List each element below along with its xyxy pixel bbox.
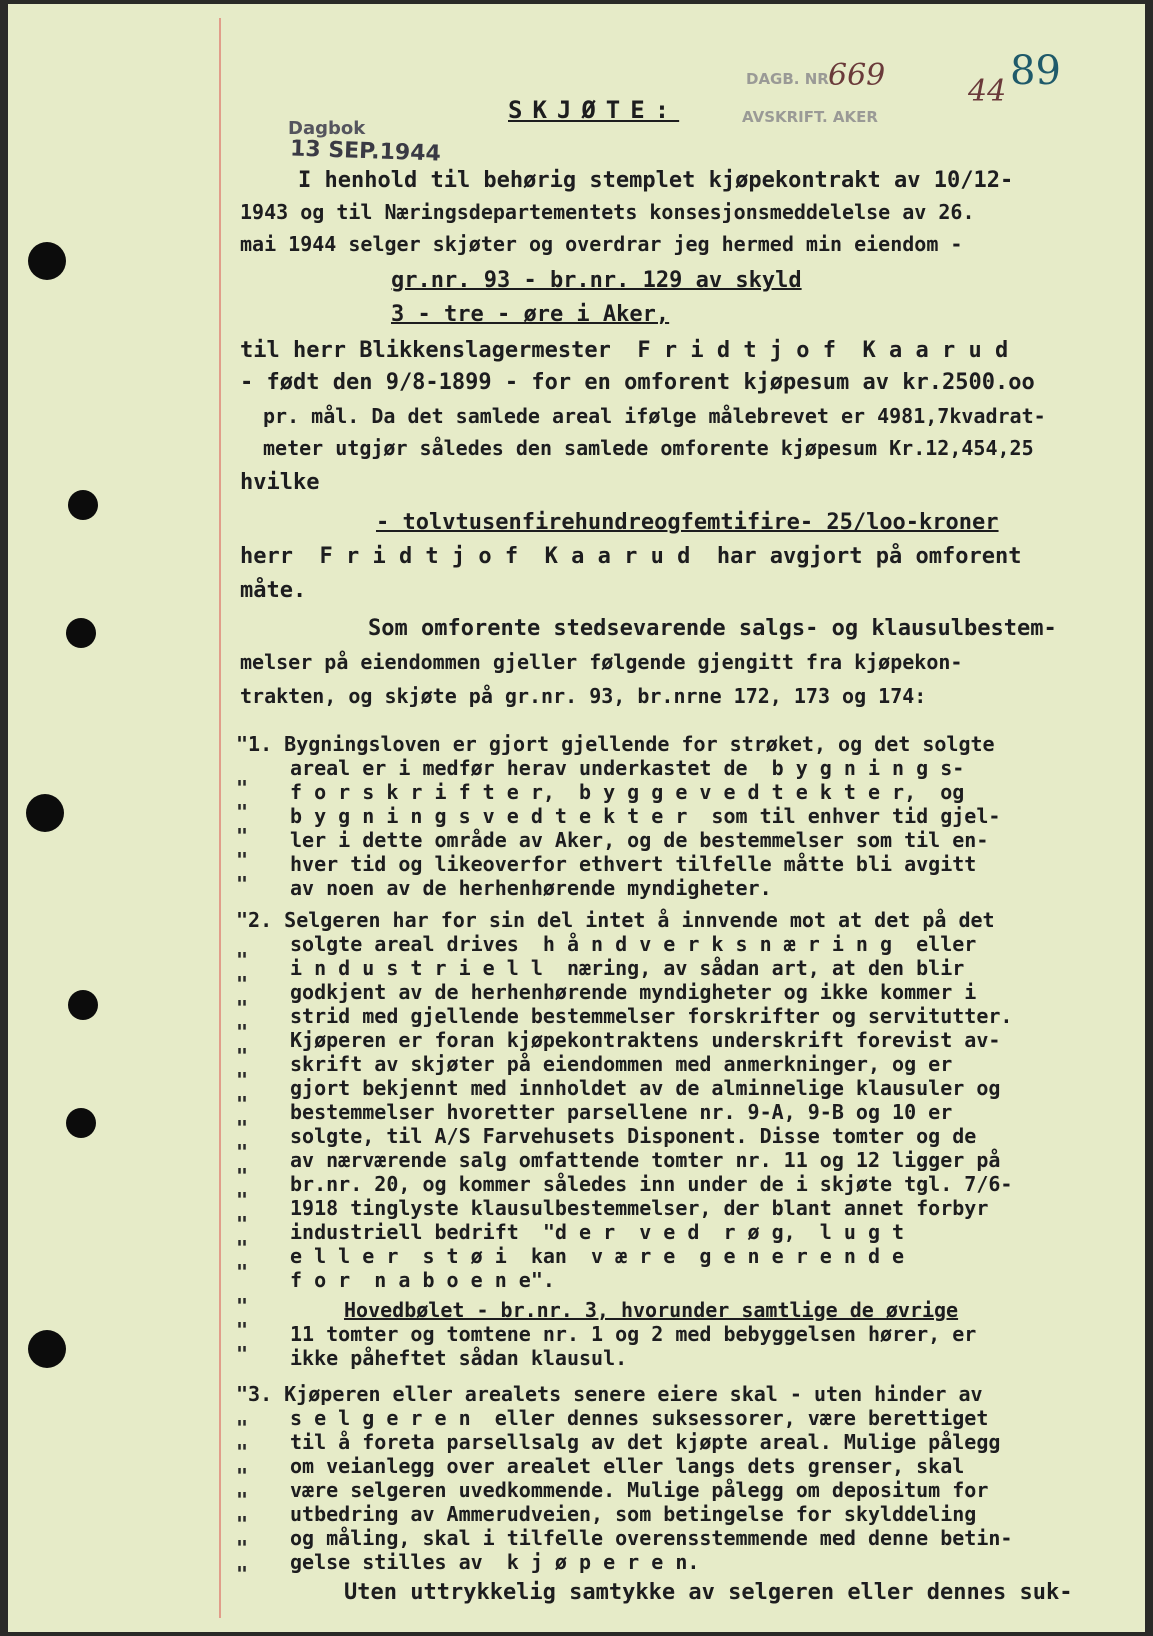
clause-line: gjort bekjennt med innholdet av de alminnelige klausuler og [290, 1076, 1001, 1100]
document-page [8, 4, 1145, 1632]
body-line: Som omforente stedsevarende salgs- og klausulbestem- [368, 616, 1057, 641]
body-line-amount: - tolvtusenfirehundreogfemtifire- 25/loo-kroner [376, 510, 999, 535]
body-line: 1943 og til Næringsdepartementets konsesjonsmeddelelse av 26. [240, 200, 975, 224]
body-line: trakten, og skjøte på gr.nr. 93, br.nrne 172, 173 og 174: [240, 684, 927, 708]
clause-line: br.nr. 20, og kommer således inn under de i skjøte tgl. 7/6- [290, 1172, 1013, 1196]
ditto-mark: " [236, 1260, 249, 1284]
ditto-mark: " [236, 1294, 249, 1318]
body-line-parcel: gr.nr. 93 - br.nr. 129 av skyld [391, 268, 802, 293]
clause-line: i n d u s t r i e l l næring, av sådan art, at den blir [290, 956, 965, 980]
ditto-mark: " [236, 848, 249, 872]
punch-hole [66, 1108, 96, 1138]
ditto-mark: " [236, 1116, 249, 1140]
body-line: mai 1944 selger skjøter og overdrar jeg hermed min eiendom - [240, 232, 963, 256]
clause-line: Hovedbølet - br.nr. 3, hvorunder samtlige de øvrige [344, 1298, 959, 1322]
punch-hole [28, 1330, 66, 1368]
page-number: 89 [1010, 48, 1061, 94]
handwritten-number: 669 [828, 58, 886, 93]
ditto-mark: " [236, 800, 249, 824]
body-line: måte. [240, 578, 307, 603]
ditto-mark: " [236, 1536, 249, 1560]
body-line: herr F r i d t j o f K a a r u d har avgjort på omforent [240, 544, 1022, 569]
body-line: pr. mål. Da det samlede areal ifølge målebrevet er 4981,7kvadrat- [263, 404, 1046, 428]
ditto-mark: " [236, 1488, 249, 1512]
ditto-mark: " [236, 1416, 249, 1440]
punch-hole [68, 490, 98, 520]
margin-line [219, 18, 221, 1618]
clause-line: bestemmelser hvoretter parsellene nr. 9-A, 9-B og 10 er [290, 1100, 953, 1124]
clause-line: av noen av de herhenhørende myndigheter. [290, 876, 772, 900]
clause-line: 11 tomter og tomtene nr. 1 og 2 med bebyggelsen hører, er [290, 1322, 977, 1346]
clause-line: s e l g e r e n eller dennes suksessorer, være berettiget [290, 1406, 989, 1430]
body-line: I henhold til behørig stemplet kjøpekontrakt av 10/12- [298, 168, 1014, 193]
clause-line: solgte, til A/S Farvehusets Disponent. Disse tomter og de [290, 1124, 977, 1148]
body-line: til herr Blikkenslagermester F r i d t j o f K a a r u d [240, 338, 1009, 363]
punch-hole [66, 618, 96, 648]
clause-line: 1918 tinglyste klausulbestemmelser, der blant annet forbyr [290, 1196, 989, 1220]
ditto-mark: " [236, 1164, 249, 1188]
ditto-mark: " [236, 1188, 249, 1212]
ditto-mark: " [236, 996, 249, 1020]
ditto-mark: " [236, 1440, 249, 1464]
ditto-mark: " [236, 1020, 249, 1044]
body-line: hvilke [240, 470, 320, 495]
document-title: SKJØTE: [508, 96, 680, 124]
punch-hole [26, 794, 64, 832]
ditto-mark: " [236, 1092, 249, 1116]
clause-line: "1. Bygningsloven er gjort gjellende for strøket, og det solgte [236, 732, 995, 756]
ditto-mark: " [236, 1512, 249, 1536]
body-line-final: Uten uttrykkelig samtykke av selgeren eller dennes suk- [344, 1580, 1073, 1605]
dagbok-stamp-date: 13 SEP.1944 [289, 136, 442, 167]
clause-line: om veianlegg over arealet eller langs dets grenser, skal [290, 1454, 965, 1478]
dagbok-stamp-label: Dagbok [288, 118, 366, 139]
ditto-mark: " [236, 1318, 249, 1342]
clause-line: ikke påheftet sådan klausul. [290, 1346, 628, 1370]
clause-line: skrift av skjøter på eiendommen med anmerkninger, og er [290, 1052, 953, 1076]
ditto-mark: " [236, 824, 249, 848]
clause-line: strid med gjellende bestemmelser forskrifter og servitutter. [290, 1004, 1013, 1028]
ditto-mark: " [236, 948, 249, 972]
registry-stamp-line2: AVSKRIFT. AKER [742, 108, 878, 126]
ditto-mark: " [236, 1140, 249, 1164]
ditto-mark: " [236, 972, 249, 996]
clause-line: "2. Selgeren har for sin del intet å innvende mot at det på det [236, 908, 995, 932]
clause-line: industriell bedrift "d e r v e d r ø g, l u g t [290, 1220, 905, 1244]
clause-line: gelse stilles av k j ø p e r e n. [290, 1550, 700, 1574]
ditto-mark: " [236, 1464, 249, 1488]
body-line: melser på eiendommen gjeller følgende gjengitt fra kjøpekon- [240, 650, 963, 674]
ditto-mark: " [236, 1342, 249, 1366]
ditto-mark: " [236, 1068, 249, 1092]
clause-line: f o r n a b o e n e". [290, 1268, 555, 1292]
ditto-mark: " [236, 1236, 249, 1260]
ditto-mark: " [236, 1562, 249, 1586]
body-line: - født den 9/8-1899 - for en omforent kjøpesum av kr.2500.oo [240, 370, 1035, 395]
clause-line: areal er i medfør herav underkastet de b y g n i n g s- [290, 756, 965, 780]
clause-line: b y g n i n g s v e d t e k t e r som til enhver tid gjel- [290, 804, 1001, 828]
clause-line: e l l e r s t ø i kan v æ r e g e n e r e n d e [290, 1244, 905, 1268]
clause-line: ler i dette område av Aker, og de bestemmelser som til en- [290, 828, 989, 852]
handwritten-year: 44 [968, 74, 1007, 109]
body-line: meter utgjør således den samlede omforente kjøpesum Kr.12,454,25 [263, 436, 1034, 460]
punch-hole [68, 990, 98, 1020]
clause-line: solgte areal drives h å n d v e r k s n æ r i n g eller [290, 932, 977, 956]
ditto-mark: " [236, 1212, 249, 1236]
clause-line: og måling, skal i tilfelle overensstemmende med denne betin- [290, 1526, 1013, 1550]
registry-stamp-line1: DAGB. NR. [746, 70, 835, 88]
ditto-mark: " [236, 776, 249, 800]
clause-line: av nærværende salg omfattende tomter nr. 11 og 12 ligger på [290, 1148, 1001, 1172]
clause-line: Kjøperen er foran kjøpekontraktens underskrift forevist av- [290, 1028, 1001, 1052]
ditto-mark: " [236, 872, 249, 896]
clause-line: hver tid og likeoverfor ethvert tilfelle måtte bli avgitt [290, 852, 977, 876]
clause-line: "3. Kjøperen eller arealets senere eiere skal - uten hinder av [236, 1382, 983, 1406]
clause-line: utbedring av Ammerudveien, som betingelse for skylddeling [290, 1502, 977, 1526]
clause-line: til å foreta parsellsalg av det kjøpte areal. Mulige pålegg [290, 1430, 1001, 1454]
punch-hole [28, 242, 66, 280]
clause-line: f o r s k r i f t e r, b y g g e v e d t e k t e r, og [290, 780, 965, 804]
clause-line: godkjent av de herhenhørende myndigheter og ikke kommer i [290, 980, 977, 1004]
body-line-parcel: 3 - tre - øre i Aker, [391, 302, 670, 327]
ditto-mark: " [236, 1044, 249, 1068]
clause-line: være selgeren uvedkommende. Mulige pålegg om depositum for [290, 1478, 989, 1502]
